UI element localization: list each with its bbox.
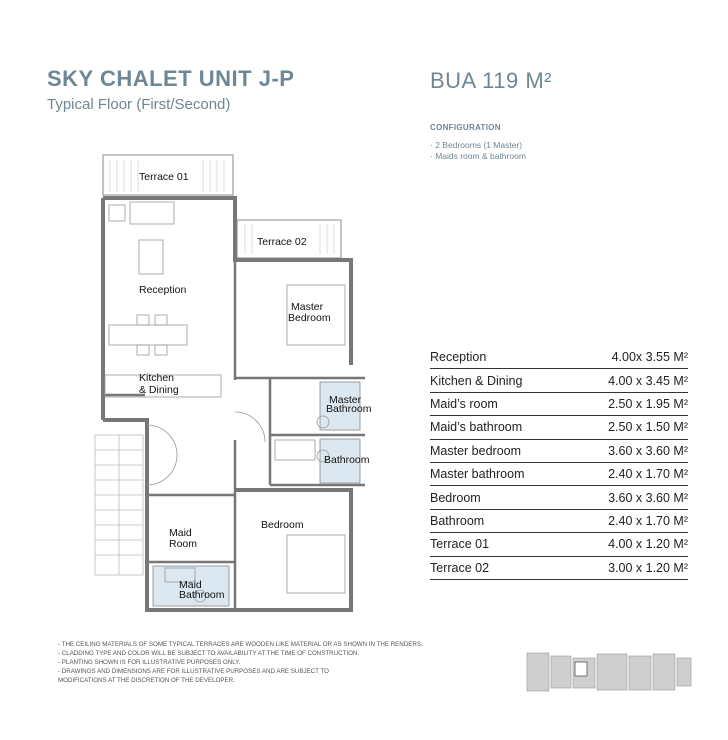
note-line: - PLANTING SHOWN IS FOR ILLUSTRATIVE PURPOSES ONLY. xyxy=(58,659,241,666)
room-row xyxy=(430,346,688,369)
room-size: 3.60 x 3.60 M² xyxy=(570,439,688,462)
configuration-item: · 2 Bedrooms (1 Master) xyxy=(430,140,523,150)
bua-area: BUA 119 M² xyxy=(430,68,552,93)
room-name: Bathroom xyxy=(430,509,570,532)
note-line: - CLADDING TYPE AND COLOR WILL BE SUBJECT TO AVAILABILITY AT THE TIME OF CONSTRUCTION. xyxy=(58,650,360,657)
room-size: 2.40 x 1.70 M² xyxy=(570,509,688,532)
key-plan-image xyxy=(527,648,693,696)
maid-room-label-2: Room xyxy=(169,538,198,550)
room-name: Reception xyxy=(430,346,570,369)
room-name: Kitchen & Dining xyxy=(430,369,570,392)
room-name: Bedroom xyxy=(430,486,570,509)
room-row xyxy=(430,556,688,579)
room-row xyxy=(430,533,688,556)
page-title: SKY CHALET UNIT J-P xyxy=(47,66,295,91)
room-row xyxy=(430,509,688,532)
room-size: 2.40 x 1.70 M² xyxy=(570,462,688,485)
maid-bathroom-label-1: Maid xyxy=(179,579,202,591)
room-size: 4.00x 3.55 M² xyxy=(570,346,688,369)
master-bedroom-label-1: Master xyxy=(291,301,324,313)
room-dimensions-table xyxy=(430,346,688,580)
room-size: 2.50 x 1.95 M² xyxy=(570,392,688,415)
bathroom-label: Bathroom xyxy=(324,454,370,466)
master-bedroom-label-2: Bedroom xyxy=(288,312,331,324)
room-row xyxy=(430,369,688,392)
terrace-01-label: Terrace 01 xyxy=(139,171,189,183)
note-line: MODIFICATIONS AT THE DISCRETION OF THE DEVELOPER. xyxy=(58,677,235,684)
room-row xyxy=(430,439,688,462)
room-row xyxy=(430,462,688,485)
configuration-heading: CONFIGURATION xyxy=(430,123,501,132)
room-size: 3.00 x 1.20 M² xyxy=(570,556,688,579)
room-size: 4.00 x 1.20 M² xyxy=(570,533,688,556)
room-size: 4.00 x 3.45 M² xyxy=(570,369,688,392)
kitchen-label-1: Kitchen xyxy=(139,372,175,384)
room-name: Master bathroom xyxy=(430,462,570,485)
room-size: 2.50 x 1.50 M² xyxy=(570,416,688,439)
note-line: - DRAWINGS AND DIMENSIONS ARE FOR ILLUSTRATIVE PURPOSES AND ARE SUBJECT TO xyxy=(58,668,329,675)
master-bathroom-label-1: Master xyxy=(329,394,362,406)
kitchen-label-2: & Dining xyxy=(139,384,179,396)
reception-label: Reception xyxy=(139,284,187,296)
room-row xyxy=(430,392,688,415)
room-size: 3.60 x 3.60 M² xyxy=(570,486,688,509)
terrace-02-label: Terrace 02 xyxy=(257,236,307,248)
floor-plan xyxy=(95,150,372,620)
room-name: Terrace 02 xyxy=(430,556,570,579)
room-row xyxy=(430,416,688,439)
room-name: Terrace 01 xyxy=(430,533,570,556)
note-line: - THE CEILING MATERIALS OF SOME TYPICAL TERRACES ARE WOODEN LIKE MATERIAL OR AS SHOWN IN THE RENDERS. xyxy=(58,641,423,648)
room-name: Maid’s room xyxy=(430,392,570,415)
room-name: Master bedroom xyxy=(430,439,570,462)
master-bathroom-label-2: Bathroom xyxy=(326,403,372,415)
maid-bathroom-label-2: Bathroom xyxy=(179,589,225,601)
page-subtitle: Typical Floor (First/Second) xyxy=(47,96,231,113)
disclaimer-notes xyxy=(58,640,478,685)
room-row xyxy=(430,486,688,509)
room-name: Maid’s bathroom xyxy=(430,416,570,439)
bedroom-label: Bedroom xyxy=(261,519,304,531)
maid-room-label-1: Maid xyxy=(169,527,192,539)
configuration-list xyxy=(430,140,526,162)
configuration-item: · Maids room & bathroom xyxy=(430,151,526,161)
